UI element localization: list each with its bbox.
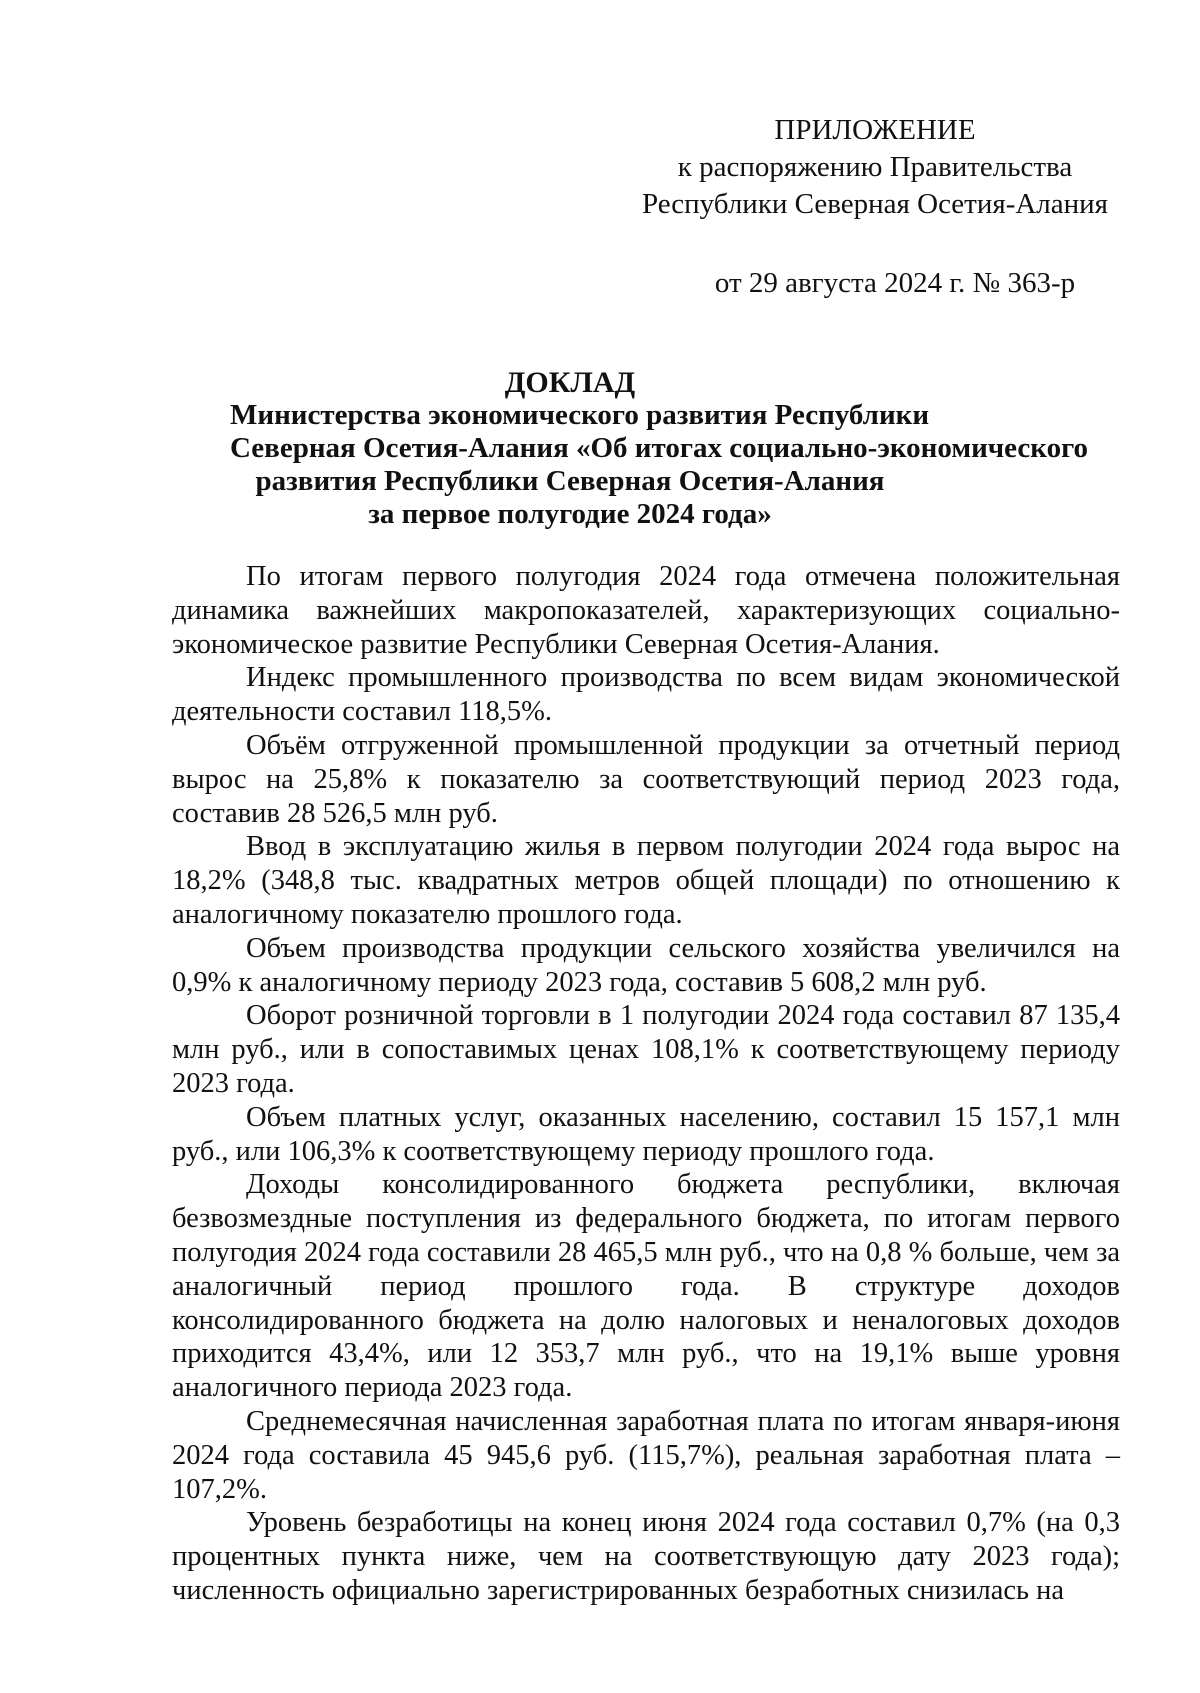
paragraph: Среднемесячная начисленная заработная плата по итогам января-июня 2024 года составила 45 945,6 руб. (115,7%), реальная заработная плата – 107,2%. (172, 1405, 1120, 1505)
appendix-line-1: к распоряжению Правительства (677, 151, 1073, 183)
paragraph: Объем производства продукции сельского хозяйства увеличился на 0,9% к аналогичному периоду 2023 года, составив 5 608,2 млн руб. (172, 932, 1120, 998)
paragraph: Ввод в эксплуатацию жилья в первом полугодии 2024 года вырос на 18,2% (348,8 тыс. квадратных метров общей площади) по отношению к аналогичному показателю прошлого года. (172, 831, 1120, 930)
report-title-line-4: развития Республики Северная Осетия-Алания (255, 465, 885, 497)
paragraph: Оборот розничной торговли в 1 полугодии 2024 года составил 87 135,4 млн руб., или в сопоставимых ценах 108,1% к соответствующему периоду 2023 года. (172, 1000, 1120, 1099)
paragraph: По итогам первого полугодия 2024 года отмечена положительная динамика важнейших макропоказателей, характеризующих социально-экономическое развитие Республики Северная Осетия-Алания. (172, 561, 1120, 660)
report-body (172, 560, 1120, 1608)
paragraph: Уровень безработицы на конец июня 2024 года составил 0,7% (на 0,3 процентных пункта ниже, чем на соответствующую дату 2023 года); численность официально зарегистрированных безработных снизилась на (172, 1507, 1120, 1606)
report-title-line-2: Министерства экономического развития Республики (230, 399, 930, 431)
appendix-heading: ПРИЛОЖЕНИЕ (774, 114, 976, 146)
report-title-line-3: Северная Осетия-Алания «Об итогах социально-экономического (230, 432, 1089, 464)
report-title (230, 366, 1089, 531)
paragraph: Объем платных услуг, оказанных населению, составил 15 157,1 млн руб., или 106,3% к соответствующему периоду прошлого года. (172, 1101, 1120, 1167)
appendix-date: от 29 августа 2024 г. № 363-р (714, 267, 1076, 299)
paragraph: Индекс промышленного производства по всем видам экономической деятельности составил 118,5%. (172, 662, 1120, 728)
appendix-line-2: Республики Северная Осетия-Алания (641, 188, 1109, 220)
report-title-line-1: ДОКЛАД (504, 366, 636, 399)
paragraph: Объём отгруженной промышленной продукции за отчетный период вырос на 25,8% к показателю за соответствующий период 2023 года, составив 28 526,5 млн руб. (172, 729, 1120, 829)
paragraph: Доходы консолидированного бюджета республики, включая безвозмездные поступления из федерального бюджета, по итогам первого полугодия 2024 года составили 28 465,5 млн руб., что на 0,8 % больше, чем за аналогичный период прошлого года. В структуре доходов консолидированного бюджета на долю налоговых и неналоговых доходов приходится 43,4%, или 12 353,7 млн руб., что на 19,1% выше уровня аналогичного периода 2023 года. (172, 1169, 1120, 1404)
report-title-line-5: за первое полугодие 2024 года» (368, 498, 772, 530)
appendix-header (630, 112, 1120, 302)
